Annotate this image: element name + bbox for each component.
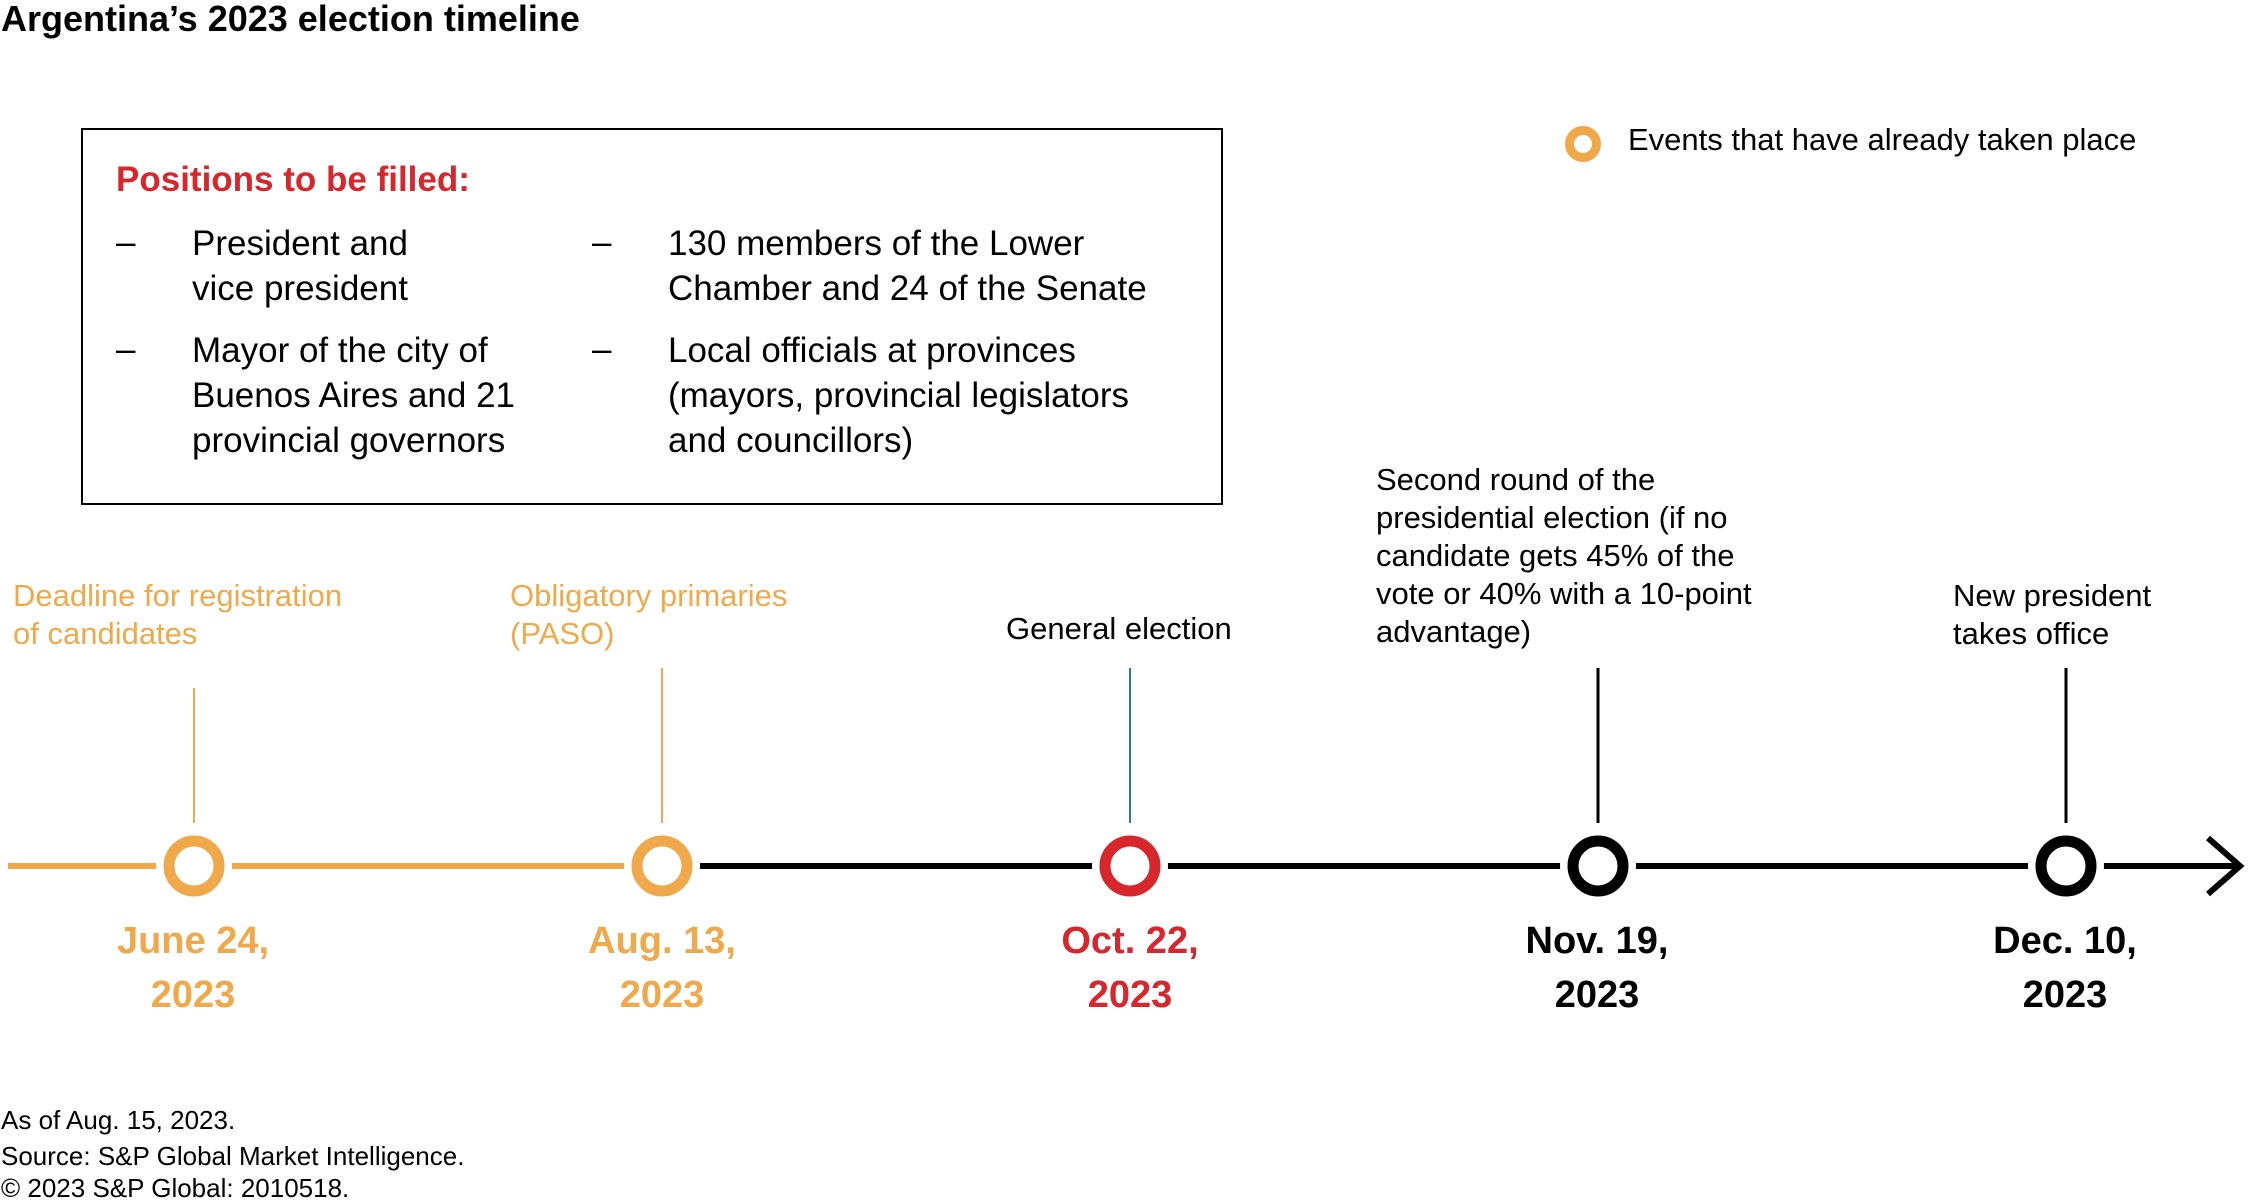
chart-title: Argentina’s 2023 election timeline <box>1 0 580 39</box>
event-description-general-election: General election <box>1006 611 1232 646</box>
position-item-president: President and vice president <box>192 224 408 308</box>
position-dash: – <box>592 330 612 369</box>
event-marker-registration <box>169 841 219 891</box>
event-marker-second-round <box>1573 841 1623 891</box>
event-description-inauguration: New president takes office <box>1953 578 2152 651</box>
event-description-second-round: Second round of the presidential election (if no candidate gets 45% of the vote or 40% with a 10-point advantage) <box>1376 462 1752 649</box>
position-item-local-officials: Local officials at provinces (mayors, provincial legislators and councillors) <box>668 331 1129 460</box>
footnote-source: Source: S&P Global Market Intelligence. <box>1 1141 465 1171</box>
event-marker-general-election <box>1105 841 1155 891</box>
positions-heading: Positions to be filled: <box>116 160 470 199</box>
event-marker-inauguration <box>2041 841 2091 891</box>
event-date-dec-10: Dec. 10, 2023 <box>1993 920 2137 1016</box>
footnote-copyright: © 2023 S&P Global: 2010518. <box>1 1173 350 1203</box>
position-dash: – <box>116 223 136 262</box>
event-date-oct-22: Oct. 22, 2023 <box>1061 920 1199 1016</box>
position-dash: – <box>592 223 612 262</box>
position-dash: – <box>116 330 136 369</box>
legend-label: Events that have already taken place <box>1628 122 2137 157</box>
event-date-nov-19: Nov. 19, 2023 <box>1525 920 1669 1016</box>
event-description-registration: Deadline for registration of candidates <box>13 578 343 651</box>
event-description-primaries: Obligatory primaries (PASO) <box>510 578 788 651</box>
position-item-mayor-governors: Mayor of the city of Buenos Aires and 21 provincial governors <box>192 331 516 460</box>
event-marker-primaries <box>637 841 687 891</box>
position-item-congress: 130 members of the Lower Chamber and 24 of the Senate <box>668 224 1147 308</box>
event-date-aug-13: Aug. 13, 2023 <box>588 920 736 1016</box>
footnote-as-of: As of Aug. 15, 2023. <box>1 1105 236 1135</box>
event-date-june-24: June 24, 2023 <box>116 920 270 1016</box>
